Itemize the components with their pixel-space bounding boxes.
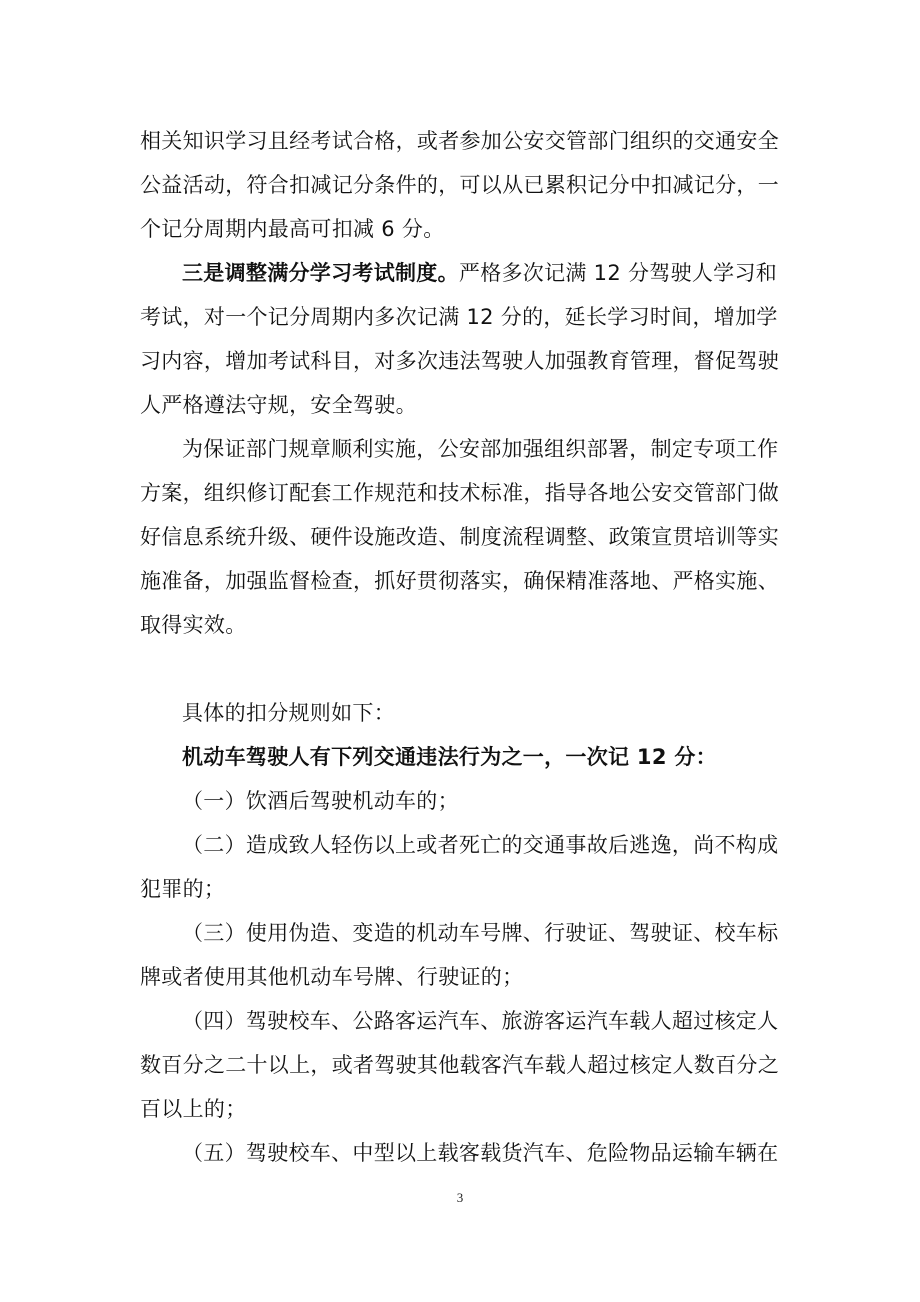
paragraph-first-line: 为保证部门规章顺利实施，公安部加强组织部署，制定专项工作 bbox=[182, 437, 779, 461]
list-item-continuation: 数百分之二十以上，或者驾驶其他载客汽车载人超过核定人数百分之 bbox=[140, 1053, 779, 1077]
paragraph-line: 施准备，加强监督检查，抓好贯彻落实，确保精准落地、严格实施、 bbox=[140, 569, 779, 593]
list-item-continuation: 犯罪的； bbox=[140, 877, 226, 901]
list-item: （二）造成致人轻伤以上或者死亡的交通事故后逃逸，尚不构成 bbox=[182, 833, 779, 857]
paragraph-line: 相关知识学习且经考试合格，或者参加公安交管部门组织的交通安全 bbox=[140, 129, 779, 153]
list-item: （一）饮酒后驾驶机动车的； bbox=[182, 789, 459, 813]
paragraph-line: 公益活动，符合扣减记分条件的，可以从已累积记分中扣减记分，一 bbox=[140, 173, 779, 197]
rules-intro: 具体的扣分规则如下： bbox=[182, 701, 395, 725]
list-item: （三）使用伪造、变造的机动车号牌、行驶证、驾驶证、校车标 bbox=[182, 921, 779, 945]
list-item: （四）驾驶校车、公路客运汽车、旅游客运汽车载人超过核定人 bbox=[182, 1009, 779, 1033]
paragraph-text: 严格多次记满 12 分驾驶人学习和 bbox=[458, 261, 778, 285]
bold-lead: 三是调整满分学习考试制度。 bbox=[182, 261, 459, 285]
list-item-continuation: 百以上的； bbox=[140, 1097, 247, 1121]
paragraph-line: 方案，组织修订配套工作规范和技术标准，指导各地公安交管部门做 bbox=[140, 481, 779, 505]
page-number: 3 bbox=[456, 1190, 464, 1205]
paragraph-line: 好信息系统升级、硬件设施改造、制度流程调整、政策宣贯培训等实 bbox=[140, 525, 779, 549]
paragraph-line: 取得实效。 bbox=[140, 613, 247, 637]
list-item-continuation: 牌或者使用其他机动车号牌、行驶证的； bbox=[140, 965, 524, 989]
paragraph-first-line bbox=[182, 259, 777, 287]
paragraph-line: 个记分周期内最高可扣减 6 分。 bbox=[140, 217, 445, 241]
paragraph-line: 人严格遵法守规，安全驾驶。 bbox=[140, 393, 417, 417]
list-item: （五）驾驶校车、中型以上载客载货汽车、危险物品运输车辆在 bbox=[182, 1141, 779, 1165]
paragraph-line: 习内容，增加考试科目，对多次违法驾驶人加强教育管理，督促驾驶 bbox=[140, 349, 779, 373]
rules-heading: 机动车驾驶人有下列交通违法行为之一，一次记 12 分： bbox=[182, 745, 717, 769]
paragraph-line: 考试，对一个记分周期内多次记满 12 分的，延长学习时间，增加学 bbox=[140, 305, 778, 329]
